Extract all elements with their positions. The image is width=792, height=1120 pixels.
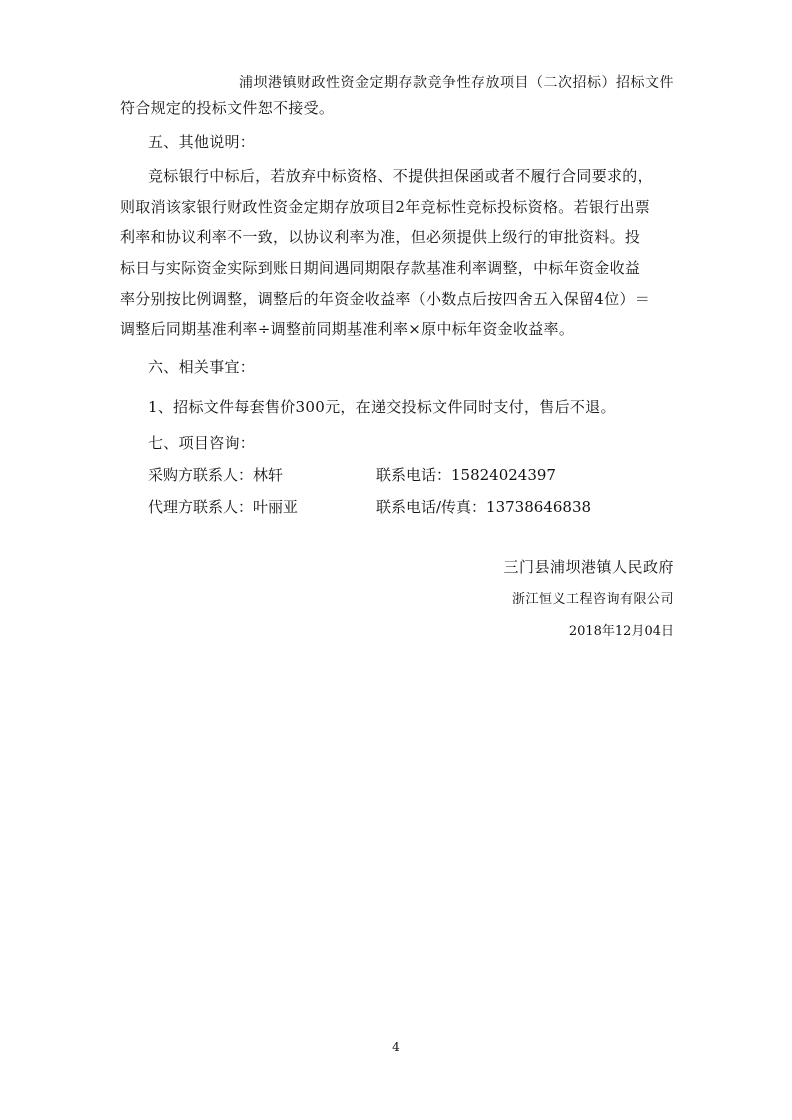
agent-contact-phone: 联系电话/传真：13738646838: [376, 498, 592, 516]
section5-line: 标日与实际资金实际到账日期间遇同期限存款基准利率调整，中标年资金收益: [120, 259, 641, 277]
section7-heading: 七、项目咨询：: [148, 434, 256, 452]
section5-line: 调整后同期基准利率÷调整前同期基准利率×原中标年资金收益率。: [120, 320, 575, 338]
purchaser-contact-label: 采购方联系人：林轩: [148, 466, 284, 484]
purchaser-contact-phone: 联系电话：15824024397: [376, 466, 556, 484]
section6-heading: 六、相关事宜：: [148, 358, 256, 376]
agent-contact-label: 代理方联系人：叶丽亚: [148, 498, 299, 516]
signature-date: 2018年12月04日: [568, 624, 674, 639]
signature-organization: 三门县浦坝港镇人民政府: [503, 558, 674, 576]
section5-line: 竞标银行中标后，若放弃中标资格、不提供担保函或者不履行合同要求的，: [148, 167, 653, 185]
signature-agent: 浙江恒义工程咨询有限公司: [511, 592, 674, 607]
intro-line: 符合规定的投标文件恕不接受。: [120, 99, 335, 117]
section5-line: 率分别按比例调整，调整后的年资金收益率（小数点后按四舍五入保留4位）＝: [120, 290, 651, 308]
section6-item: 1、招标文件每套售价300元，在递交投标文件同时支付，售后不退。: [148, 398, 616, 416]
page-number: 4: [392, 1040, 400, 1054]
section5-line: 利率和协议利率不一致，以协议利率为准，但必须提供上级行的审批资料。投: [120, 228, 641, 246]
section5-line: 则取消该家银行财政性资金定期存放项目2年竞标性竞标投标资格。若银行出票: [120, 198, 651, 216]
section5-heading: 五、其他说明：: [148, 133, 256, 151]
page-header-title: 浦坝港镇财政性资金定期存款竞争性存放项目（二次招标）招标文件: [239, 75, 674, 91]
